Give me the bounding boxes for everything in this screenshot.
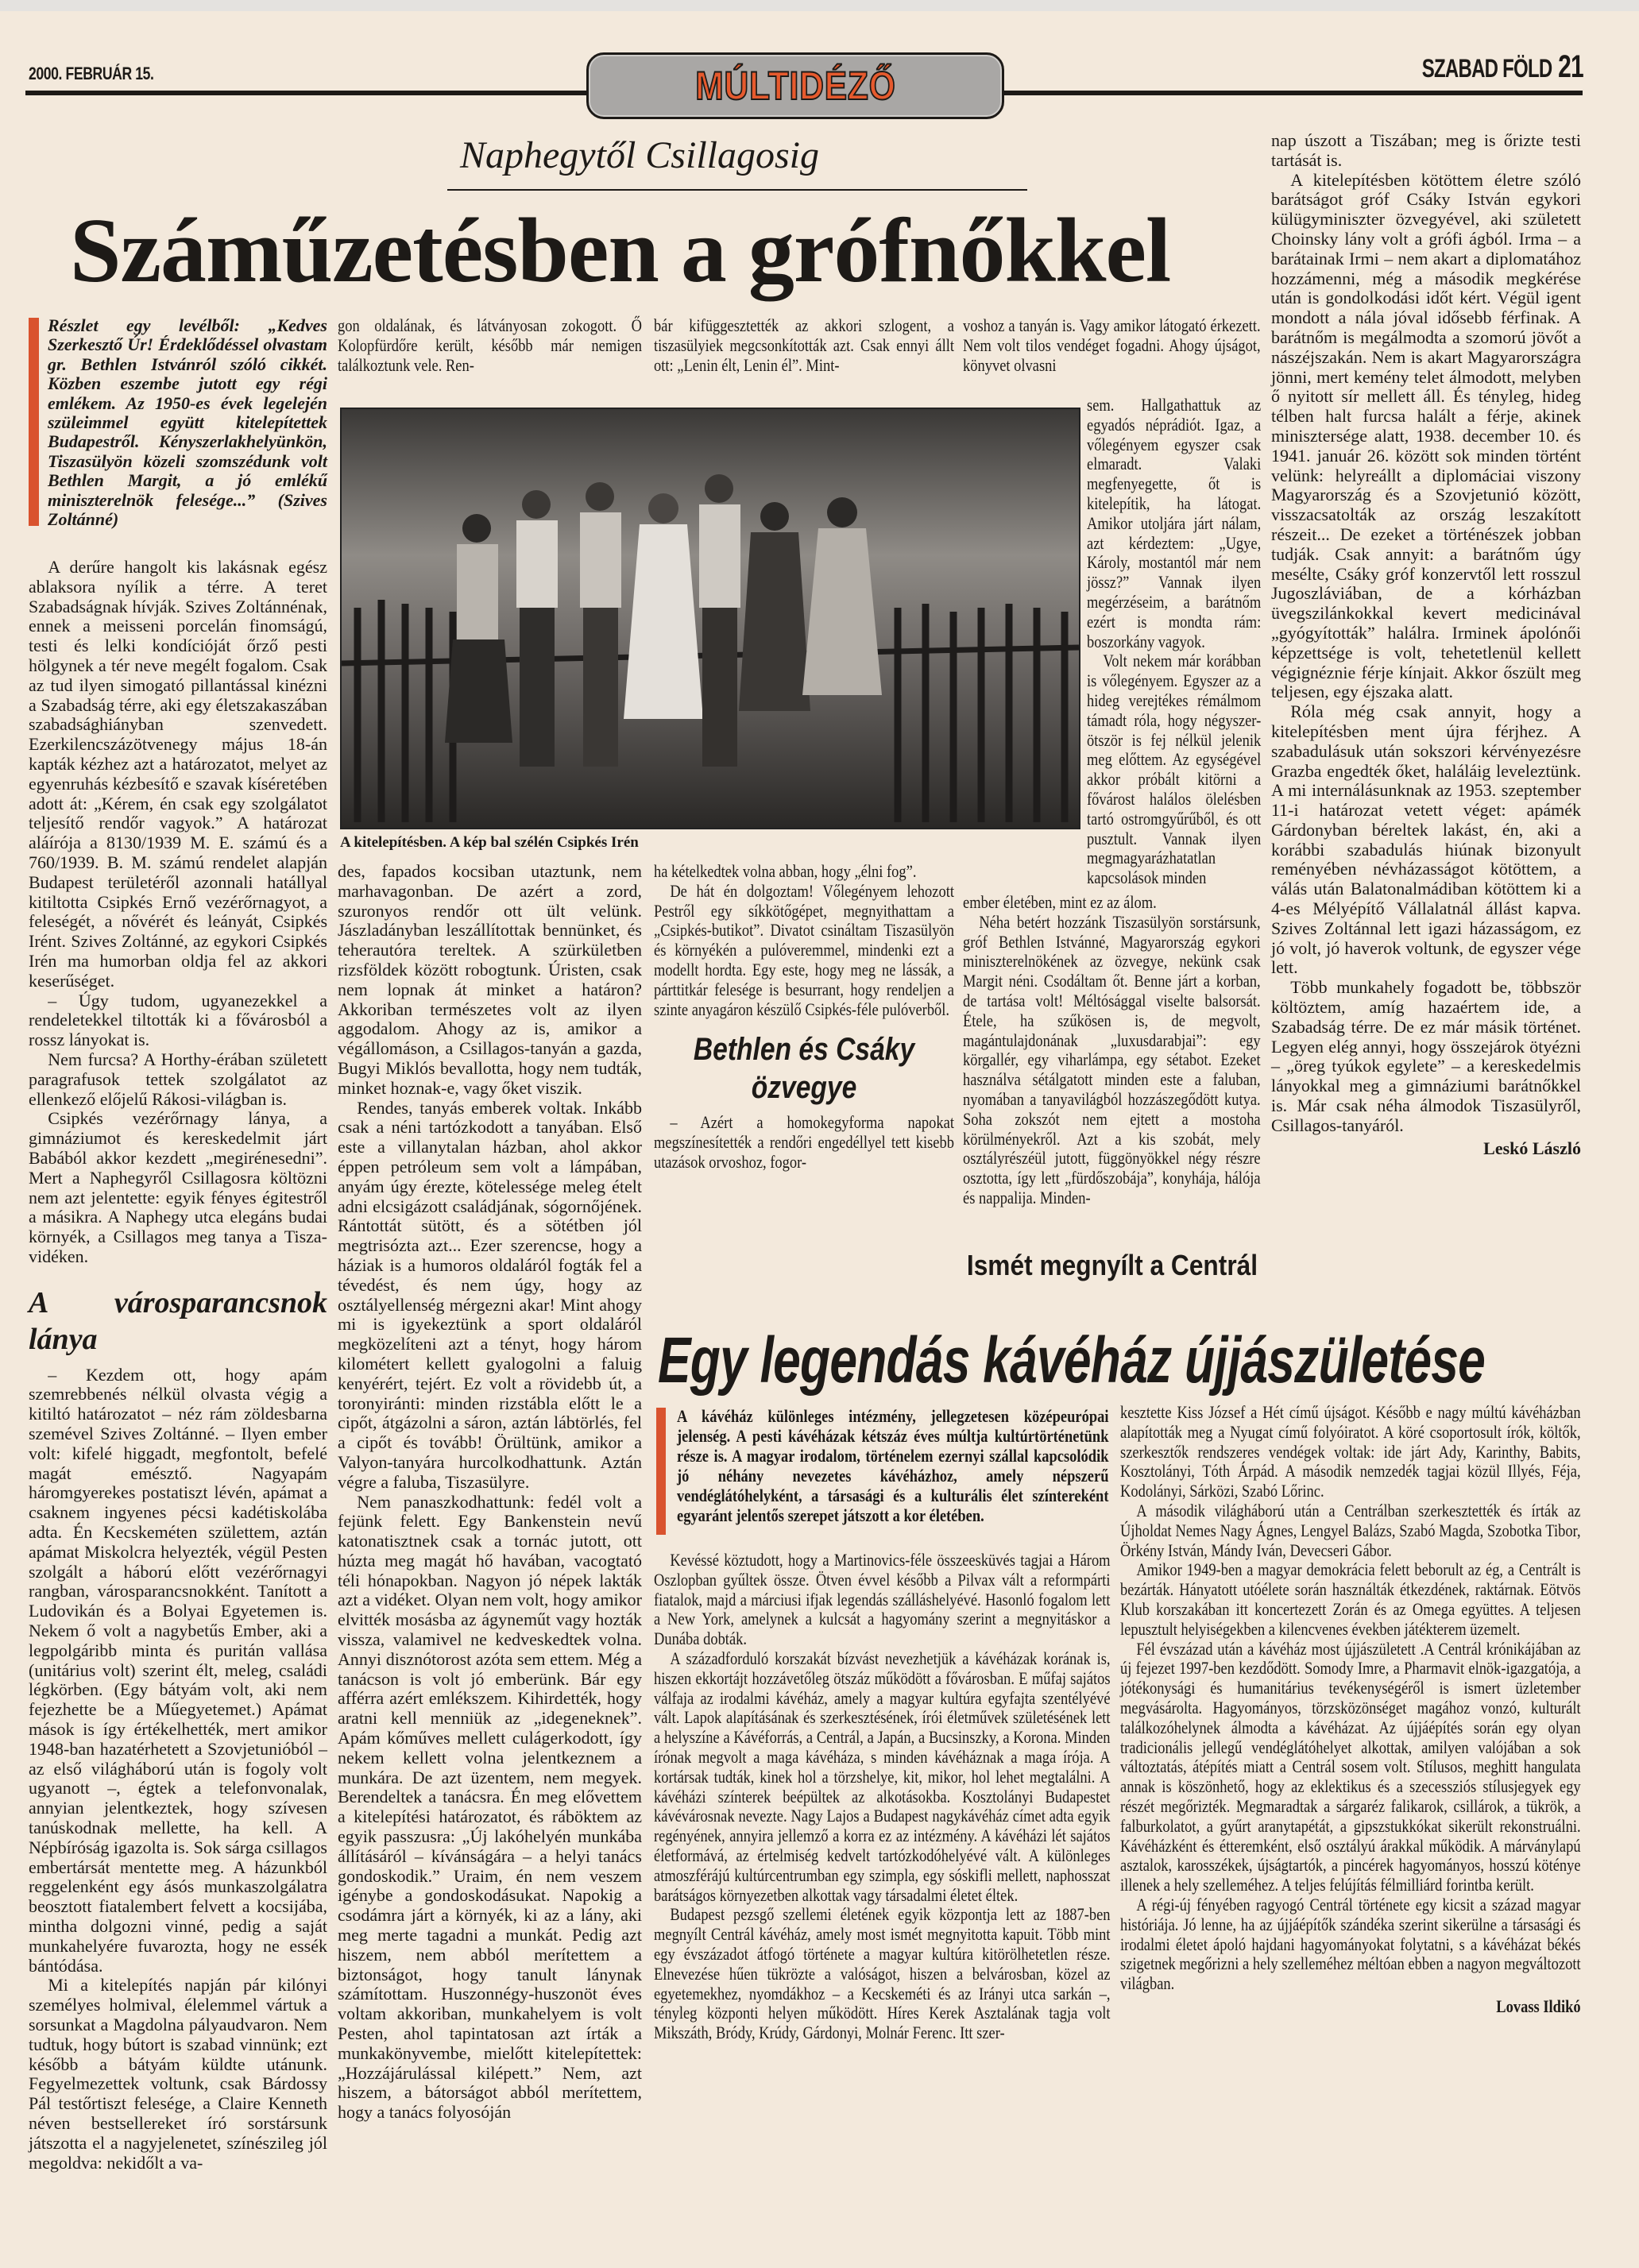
article1-column-3-top xyxy=(654,316,954,375)
paragraph: ember életében, mint ez az álom. xyxy=(963,892,1157,912)
paragraph: Nem panaszkodhattunk: fedél volt a fejünk felett. Egy Bankenstein nevű katonatisztnek csak a tornác jutott, ott húzta meg magát hő havában, vacogtató téli hónapokban. Nagyon jó népek lakták azt a vidéket. Olyan nem volt, hogy amikor elvitték mosásba az ágyneműt vagy hozták vissza, valamivel ne kedveskedtek volna. Annyi disznótorost azóta sem ettem. Még a tanácson is volt jó emberünk. Bár egy afférra azért emlékszem. Kihirdették, hogy aratni kell menniük az „idegeneknek”. Apám kőműves mellett culágerkodott, így nekem kellett volna jelentkeznem a munkára. De azt üzentem, nem megyek. Berendeltek a tanácsra. Én meg elővettem a kitelepítési határozatot, és ráböktem az egyik passzusra: „Új lakóhelyén munkába állításáról – kívánságára – a helyi tanács gondoskodik.” Uraim, én nem veszem igénybe a gondoskodásukat. Napokig a csodámra járt a környék, ki az a lány, aki meg merte tagadni a munkát. Pedig azt hiszem, nem abból merítettem a biztonságot, hogy tanult lánynak számítottam. Huszonnégy-huszonöt éves voltam akkoriban, munkahelyem is volt Pesten, ahol tapintatosan azt írták a munkakönyvembe, mielőtt kitelepítettek: „Hozzájárulással kilépett.” Nem, azt hiszem, a bátorságot abból merítettem, hogy a tanács folyosóján xyxy=(338,1491,642,2123)
article1-kicker: Naphegytől Csillagosig xyxy=(459,134,819,176)
masthead xyxy=(1422,49,1583,85)
article2-kicker: Ismét megnyílt a Centrál xyxy=(966,1249,1258,1281)
scan-edge xyxy=(0,0,1639,11)
family-photo xyxy=(340,408,1080,829)
paragraph: Csipkés vezérőrnagy lánya, a gimnáziumot és kereskedelmit járt Babából akkor kezdett „megirénesedni”. Mert a Naphegyről Csillagosra költözni nem azt jelentette: egyik fényes égitestről a másikra. A Naphegy utca elegáns budai környék, a Csillagos meg tanya a Tisza-vidéken. xyxy=(29,1108,327,1266)
issue-date: 2000. FEBRUÁR 15. xyxy=(29,64,154,83)
page-number: 21 xyxy=(1558,49,1583,84)
paragraph: Néha betért hozzánk Tiszasülyön sorstársunk, gróf Bethlen Istvánné, Magyarország egykori miniszterelnökének az özvegye, nekünk csak Margit néni. Csodáltam őt. Benne járt a korban, de tartása volt! Méltósággal viselte balsorsát. Étele, ha szűkösen is, de megvolt, magántulajdonának „luxusdarabjai”: egy körgallér, egy viharlámpa, egy sétabot. Ezeket használva sétálgatott minden este a faluban, nyomában a tanyavilágból hozzászegődött kutya. Soha zokszót nem ejtett a mostoha körülményekről. Azt a kis szobát, mely osztályrészéül jutott, függönyökkel négy részre osztotta, így lett „fürdőszobája”, konyhája, hálója és nappalija. Minden- xyxy=(963,911,1261,1207)
author-byline: Leskó László xyxy=(1483,1138,1581,1158)
paragraph: Fél évszázad után a kávéház most újjászületett .A Centrál krónikájában az új fejezet 1997-ben kezdődött. Somody Imre, a Pharmavit elnök-igazgatója, a jótékonysági és humanitárius tevékenységéről is ismert üzletember megvásárolta. Hagyományos, törzsközönséget magához vonzó, kulturált találkozóhelynek álmodta a kávéházat. Az újjáépítés során egy olyan tradicionális jellegű vendéglátóhelyet alkottak, amilyen valójában a sok változtatás, átépítés miatt a Centrál sosem volt. Stílusos, meghitt hangulata annak is köszönhető, hogy az eklektikus és a szecessziós stílusjegyek egy részét megőrizték. Megmaradtak a sárgaréz falikarok, csillárok, a tükrök, a falburkolatot, a gyűrt aranytapétát, a gipszstukkókat sikerült rekonstruálni. Kávéházként és étteremként, első osztályú árakkal működik. A márványlapú asztalok, karosszékek, újságtartók, a pincérek hagyományos, hosszú köténye illenek a hely szelleméhez. A teljes felújítás félmilliárd forintba került. xyxy=(1120,1638,1581,1895)
photo-caption: A kitelepítésben. A kép bal szélén Csipkés Irén xyxy=(340,834,639,851)
article2-lead: A kávéház különleges intézmény, jellegzetesen középeurópai jelenség. A pesti kávéházak kétszáz éves múltja kultúrtörténetünk része is. A magyar irodalom, történelem ezernyi szállal kapcsolódik jó néhány nevezetes kávéházhoz, amely népszerű vendéglátóhelyként, a társasági és a kulturális élet színtereként egyaránt jelentős szerepet játszott a kor életében. xyxy=(677,1406,1109,1525)
article1-column-4 xyxy=(963,893,1261,1208)
paragraph: bár kifüggesztették az akkori szlogent, a tiszasülyiek megcsonkították azt. Csak ennyi állt ott: „Lenin élt, Lenin él”. Mint- xyxy=(654,315,954,375)
paragraph: gon oldalának, és látványosan zokogott. Ő Kolopfürdőre került, később már nemigen találkoztunk vele. Ren- xyxy=(338,315,643,375)
paragraph: Kevéssé köztudott, hogy a Martinovics-féle összeesküvés tagjai a Három Oszlopban gyűltek össze. Ötven évvel később a Pilvax vált a reformpárti fiatalok, majd a márciusi ifjak legendás szálláshelyévé. Hasonló fogalom lett a New York, amelynek a kulcsát a hagyomány szerint a megnyitáskor a Dunába dobták. xyxy=(654,1550,1111,1649)
paragraph: voshoz a tanyán is. Vagy amikor látogató érkezett. Nem volt tilos vendéget fogadni. Ahogy újságot, könyvet olvasni xyxy=(963,315,1261,375)
paper-name: SZABAD FÖLD xyxy=(1421,54,1552,83)
paragraph: De hát én dolgoztam! Vőlegényem lehozott Pestről egy síkkötőgépet, megnyithattam a „Csipkés-butikot”. Divatot csináltam Tiszasülyön és környékén a pulóveremmel, mindenki ezt a modellt hordta. Egy este, hogy meg ne lássák, a párttitkár felesége is besurrant, hogy rendeljen a szinte anyagáron készülő Csipkés-féle pulóverből. xyxy=(654,880,954,1019)
photo-image xyxy=(342,409,1079,828)
article1-column-5 xyxy=(1271,131,1581,1158)
article1-column-2 xyxy=(338,862,642,2123)
subheading: A városparancsnok lánya xyxy=(29,1285,327,1356)
article1-column-3 xyxy=(654,862,954,1173)
article2-column-left xyxy=(654,1551,1111,2043)
paragraph: sem. Hallgathattuk az egyadós néprádiót. Igaz, a vőlegényem egyszer csak elmaradt. Valaki megfenyegette, őt is kitelepítik, ha látogat. Amikor utoljára járt nálam, azt kérdeztem: „Ugye, Károly, mostantól már nem jössz?” Vannak ilyen megérzéseim, a barátnőm ezért is mondta rám: boszorkány vagyok. xyxy=(1087,395,1262,651)
article2-column-right xyxy=(1120,1403,1581,2017)
paragraph: ha kételkedtek volna abban, hogy „élni fog”. xyxy=(654,861,917,881)
paragraph: A második világháború után a Centrálban szerkesztették és írták az Újholdat Nemes Nagy Ágnes, Lengyel Balázs, Szabó Magda, Szobotka Tibor, Örkény István, Mándy Iván, Devecseri Gábor. xyxy=(1120,1500,1581,1560)
paragraph: Volt nekem már korábban is vőlegényem. Egyszer az a hideg verejtékes rémálmom támadt róla, hogy négyszer-ötször is fej nélkül jelenik meg előttem. Az egységével akkor próbált kitörni a fővárost halálos ölelésben tartó ostromgyűrűből, és ott pusztult. Vannak ilyen megmagyarázhatatlan kapcsolások minden xyxy=(1087,651,1262,888)
section-title: MÚLTIDÉZŐ xyxy=(694,64,896,108)
paragraph: – Úgy tudom, ugyanezekkel a rendeletekkel tiltották ki a fővárosból a rossz lányokat is. xyxy=(29,990,327,1050)
paragraph: – Azért a homokegyforma napokat megszínesítették a rendőri engedéllyel tett kisebb utazások orvoshoz, fogor- xyxy=(654,1112,954,1172)
paragraph: A kitelepítésben kötöttem életre szóló barátságot gróf Csáky István egykori külügyminiszter özvegyével, aki született Choinsky lány volt a grófi ágból. Irma – a barátainak Irmi – nem akart a diplomatához hozzámenni, még a második megkérése után is gondolkodási időt kért. Végül igent mondott a nála jóval idősebb férfinak. A barátnőm is megálmodta a szomorú jövőt a nászéjszakán. Nem is akart Magyarországra jönni, mert kemény telet álmodott, melyben ő nyitott sír mellett áll. És tényleg, hideg télben halt furcsa halált a férje, akinek minisztersége alatt, 1938. december 10. és 1941. január 26. között sok minden történt velünk: helyreállt a diplomáciai viszony Magyarország és a Szovjetunió között, visszacsatolták az ország leszakított részeit... De ezeket a történészek jobban tudják. Csak annyit: a barátnőm úgy mesélte, Csáky gróf konzervtől lett rosszul Jugoszláviában, de a kórházban üvegszilánkokkal kevert medicinával „gyógyították” halálra. Irminek ápolónői képzettsége is volt, tehetetlenül kellett végignéznie férje kínjait. Akkor őszült meg teljesen, egy éjszaka alatt. xyxy=(1271,169,1581,702)
article1-column-2-top xyxy=(338,316,642,375)
paragraph: A régi-új fényében ragyogó Centrál története egy kicsit a század magyar históriája. Jó lenne, ha az újjáépítők szándéka szerint sikerülne a társasági és irodalmi életet ápoló hajdani hagyományokat folytatni, s a kávéházat békés szigetnek megőrizni a hely szelleméhez méltóan ebben a nagyon megváltozott világban. xyxy=(1120,1894,1581,1994)
paragraph: Több munkahely fogadott be, többször költöztem, amíg hazaértem ide, a Szabadság térre. De ez már másik történet. Legyen elég annyi, hogy összejárok ötyézni – „öreg tyúkok egylete” – a kereskedelmis lányokkal meg a gimnáziumi barátnőkkel is. Már csak néha álmodok Tiszasülyről, Csillagos-tanyáról. xyxy=(1271,977,1581,1135)
paragraph: Rendes, tanyás emberek voltak. Inkább csak a néni tartózkodott a tanyában. Első este a villanytalan házban, ahol akkor éppen petróleum sem volt a lámpában, anyám úgy érezte, kötelessége meleg ételt adni elcsigázott családjának, sógornőjének. Rántottát sütött, és a sötétben jól megtrisózta azt... Ezer szerencse, hogy a háziak is a humoros oldaláról fogták fel a tévedést, és nem úgy, hogy az osztályellenség mérgezni akar! Mint ahogy mi is igyekeztünk a sport oldaláról megközelíteni azt a tényt, hogy három kilométert kellett gyalogolni a faluig kenyérért, tejért. Ez volt a rövidebb út, a toronyiránti: minden rizstábla előtt le a cipőt, átgázolni a sáron, aztán lábtörlés, fel a cipőt és tovább! Örültünk, amikor a Valyon-tanyára hurcolkodhattunk. Aztán végre a faluba, Tiszasülyre. xyxy=(338,1097,642,1492)
article1-headline: Száműzetésben a grófnőkkel xyxy=(70,200,1171,302)
subheading: Bethlen és Csáky özvegye xyxy=(693,1032,915,1106)
paragraph: Nem furcsa? A Horthy-érában született paragrafusok tettek szolgálatot az ellenkező előjelű Rákosi-világban is. xyxy=(29,1049,327,1109)
article1-column-4-top xyxy=(963,316,1261,375)
section-badge xyxy=(586,52,1004,119)
paragraph: – Kezdem ott, hogy apám szemrebbenés nélkül olvasta végig a kitiltó határozatot – néz rám zöldesbarna szemével Szives Zoltánné. – Ilyen ember volt: kifelé higgadt, megfontolt, befelé magát emésztő. Nagyapám háromgyerekes postatiszt lévén, apámat a csaknem ingyenes pécsi kadétiskolába adta. Én Kecskeméten születtem, aztán apámat Miskolcra helyezték, végül Pesten szolgált a háború előtt vezérőrnagyi rangban, városparancsnokként. Tanított a Ludovikán és a Bolyai Egyetemen is. Nekem ő volt a nagybetűs Ember, aki a legpolgáribb minta és puritán vallása (unitárius volt) szerint élt, meleg, családi légkörben. (Egy bátyám volt, aki nem fejezhette be a Műegyetemet.) Apámat mások is így értékelhették, mert amikor 1948-ban hazatérhetett a Szovjetunióból – az első világháború után is fogoly volt ugyanott –, égtek a telefonvonalak, annyian jelentkeztek, hogy szívesen tanúskodnak mellette, ha kell. A Népbíróság igazolta is. Sok sárga csillagos embertársát mentette meg. A házunkból reggelenként egy ásós munkaszolgálatra beosztott fiatalembert felvett a kocsijába, mintha dolgozni vinné, pedig a saját munkahelyére fuvarozta, hogy ne essék bántódása. xyxy=(29,1364,327,1976)
paragraph: Budapest pezsgő szellemi életének egyik központja lett az 1887-ben megnyílt Centrál kávéház, amely most ismét megnyitotta kapuit. Több mint egy évszázadot átfogó története a magyar kultúra kitörölhetetlen része. Elnevezése hűen tükrözte a valóságot, hiszen a belvárosban, közel az egyetemekhez, nyomdákhoz – a Kecskeméti és az Irányi utca sarkán –, tényleg központi helyen működött. Híres Kerek Asztalának tagja volt Mikszáth, Bródy, Krúdy, Gárdonyi, Molnár Ferenc. Itt szer- xyxy=(654,1904,1111,2043)
paragraph: Amikor 1949-ben a magyar demokrácia felett beborult az ég, a Centrált is bezárták. Hányatott utóélete során használták étkezdének, raktárnak. Eötvös Klub korszakában itt koncertezett Zorán és az Omega együttes. A teljesen lepusztult helyiségekben a kilencvenes években játékterem üzemelt. xyxy=(1120,1559,1581,1639)
author-byline: Lovass Ildikó xyxy=(1496,1996,1581,2016)
paragraph: A századforduló korszakát bízvást nevezhetjük a kávéházak korának is, hiszen ekkortájt hozzávetőleg ötszáz működött a fővárosban. E műfaj sajátos válfaja az irodalmi kávéház, amely a magyar kultúra egyfajta szentélyévé vált. Lapok alapításának és szerkesztésének, írói életművek születésének lett a helyszíne a Kávéforrás, a Centrál, a Japán, a Bucsinszky, a Korona. Minden írónak megvolt a maga kávéháza, s minden kávéháznak a maga írója. A kortársak tudták, kinek hol a törzshelye, kit, mikor, hol lehet megtalálni. A kávéházi színterek beépültek az alkotásokba. Kosztolányi Budapestet kávévárosnak nevezte. Nagy Lajos a Budapest nagykávéház címet adta egyik regényének, annyira jellemző a korra ez az intézmény. A kávéházi lét sajátos életformává, az értelmiség kedvelt tartózkodóhelyévé vált. A különleges atmoszférájú kultúrcentrumban egy szimpla, egy sóskifli mellett, naphosszat barátságos környezetben alkottak vagy társadalmi életet éltek. xyxy=(654,1648,1111,1905)
lead-accent-bar xyxy=(29,318,39,526)
paragraph: Róla még csak annyit, hogy a kitelepítésben ment újra férjhez. A szabadulásuk után sokszori kérvényezésre Grazba engedték őket, haláláig leveleztünk. A mi internálásunknak az 1953. szeptember 11-i határozat vetett véget: apámék Gárdonyban béreltek lakást, én, aki a korábbi szabadulás hiúnak bizonyult reményében névházasságot kötöttem, a válás után Balatonalmádiban kötöttem ki a 4-es Mélyépítő Vállalatnál állást kapva. Szives Zoltánnal lett igazi házasságom, ez jó volt, jó haverok voltunk, de egyszer vége lett. xyxy=(1271,701,1581,978)
paragraph: Mi a kitelepítés napján pár kilónyi személyes holmival, élelemmel vártuk a sorsunkat a Magdolna pályaudvaron. Nem tudtuk, hogy bútort is szabad vinnünk; ezt később a bátyám küldte utánunk. Fegyelmezettek voltunk, csak Bárdossy Pál testőrtiszt felesége, a Claire Kenneth néven bestsellereket író sorstársunk játszotta el a nagyjelenetet, színészileg jól megoldva: nekidőlt a va- xyxy=(29,1975,327,2173)
article1-column-1 xyxy=(29,558,327,2173)
lead-accent-bar xyxy=(656,1408,666,1535)
article2-headline: Egy legendás kávéház újjászületése xyxy=(658,1324,1486,1397)
paragraph: kesztette Kiss József a Hét című újságot. Később e nagy múltú kávéházban alapították meg a Nyugat című folyóiratot. A köré csoportosult írók, költők, szerkesztők rendszeres vendégek voltak: ide járt Ady, Karinthy, Babits, Kosztolányi, Tóth Árpád. A második nemzedék tagjai közül Illyés, Féja, Kodolányi, Sárközi, Szabó Lőrinc. xyxy=(1120,1402,1581,1501)
paragraph: A derűre hangolt kis lakásnak egész ablaksora nyílik a térre. A teret Szabadságnak hívják. Szives Zoltánnénak, ennek a meisseni porcelán finomságú, testi és lelki kondícióját őrző pesti hölgynek a tér neve megélt fogalom. Csak az tud ilyen simogató pillantással kinézni a Szabadság térre, aki egy életszakaszában szabadsághiányban szenvedett. Ezerkilencszázötvenegy május 18-án kapták kézhez azt a határozatot, melyet az egyenruhás kézbesítő e szavak kíséretében adott át: „Kérem, én csak egy szolgálatot teljesítő rendőr vagyok.” A határozat aláírója a 8130/1939 M. E. számú és a 760/1939. B. M. számú rendelet alapján Budapest területéről azonnali hatállyal kitiltotta Csipkés Ernő vezérőrnagyot, a feleségét, a nővérét és leányát, Csipkés Irént. Szives Zoltánné, az egykori Csipkés Irén ma humorban oldja fel az akkori keserűséget. xyxy=(29,557,327,991)
paragraph: nap úszott a Tiszában; meg is őrizte testi tartását is. xyxy=(1271,130,1581,170)
article1-lead: Részlet egy levélből: „Kedves Szerkesztő Úr! Érdeklődéssel olvastam gr. Bethlen Istvánról szóló cikkét. Közben eszembe jutott egy régi emlékem. Az 1950-es évek legelején szüleimmel együtt kitelepítettek Budapestről. Kényszerlakhelyünkön, Tiszasülyön közeli szomszédunk volt Bethlen Margit, a jó emlékű miniszterelnök felesége...” (Szives Zoltánné) xyxy=(48,315,327,530)
article1-column-4-narrow xyxy=(1087,396,1261,888)
kicker-rule xyxy=(447,189,1027,191)
paragraph: des, fapados kocsiban utaztunk, nem marhavagonban. De azért a zord, szuronyos rendőr ott ült velünk. Jászladányban leszállítottak bennünket, és teherautóra tereltek. A szürkületben rizsföldek között robogtunk. Úristen, csak nem lopnak át minket a határon? Akkoriban természetes volt az ilyen aggodalom. Ahogy az is, amikor a végállomáson, a Csillagos-tanyán a gazda, Bugyi Miklós bevallotta, hogy nem tudták, minket hoznak-e, vagy őket viszik. xyxy=(338,861,642,1098)
